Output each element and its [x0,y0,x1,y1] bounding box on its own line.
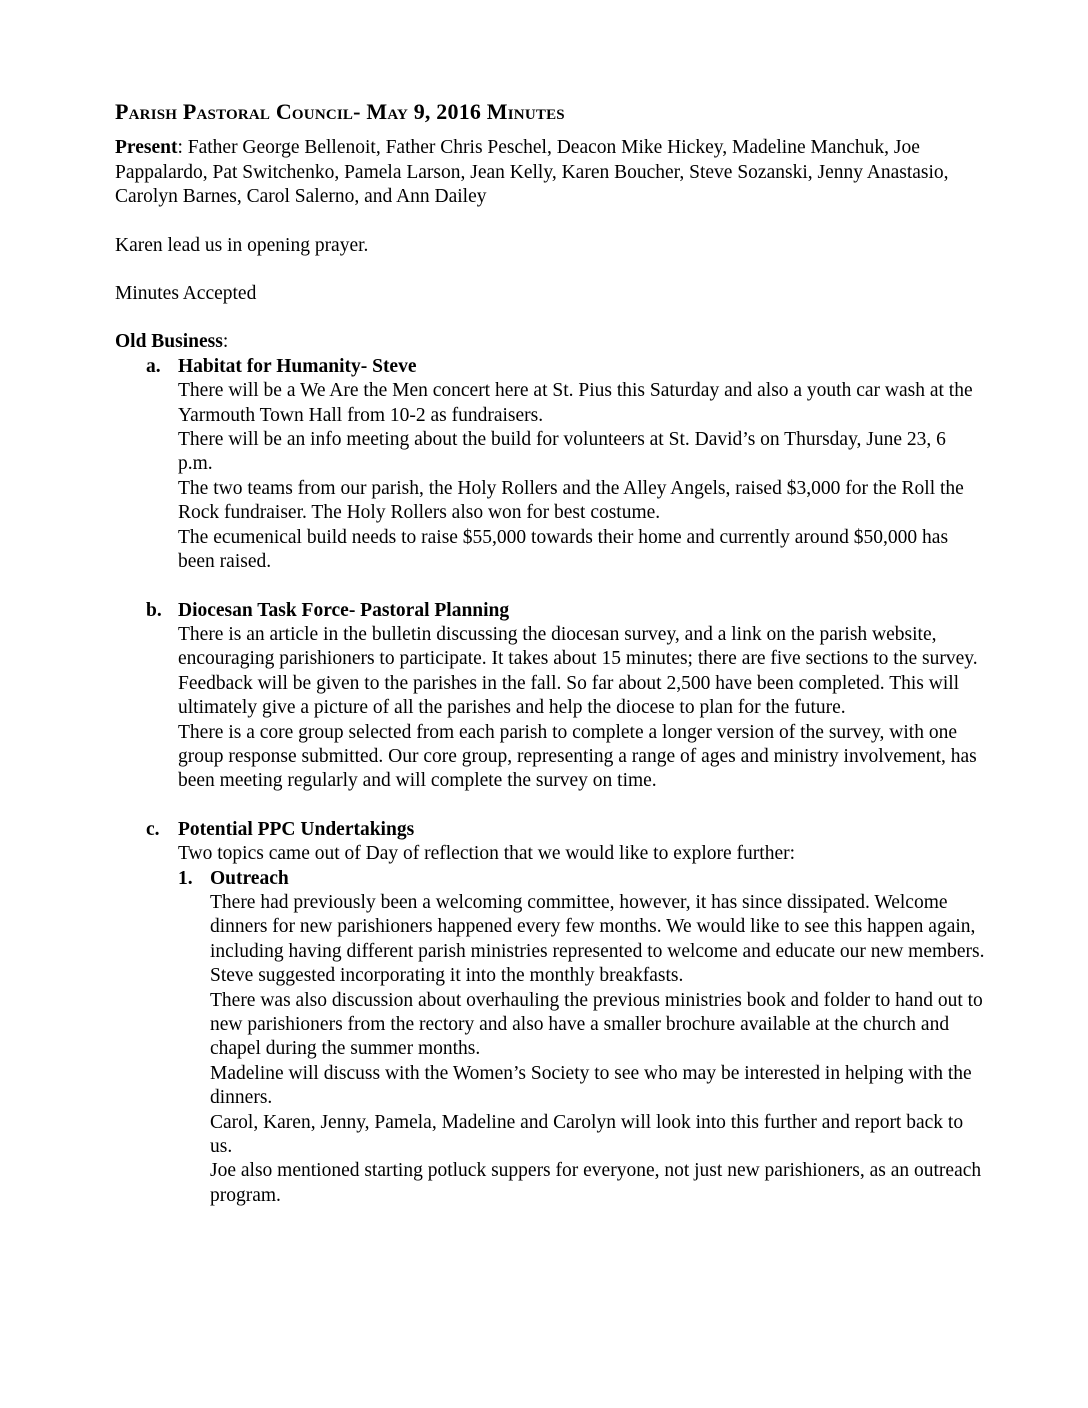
minutes-accepted-note: Minutes Accepted [115,283,257,305]
opening-prayer-note: Karen lead us in opening prayer. [115,234,369,256]
attendees-paragraph [115,136,985,209]
subsection-paragraph: There was also discussion about overhauling the previous ministries book and folder to hand out to new parishioners from the rectory and also have a smaller brochure available at the church and chapel during the summer months. [210,989,983,1060]
attendees-list: : Father George Bellenoit, Father Chris Peschel, Deacon Mike Hickey, Madeline Manchuk, Joe Pappalardo, Pat Switchenko, Pamela Larson, Jean Kelly, Karen Boucher, Steve Sozanski, Jenny Anastasio, Carolyn Barnes, Carol Salerno, and Ann Dailey [115,137,949,208]
subsection-paragraph: Carol, Karen, Jenny, Pamela, Madeline and Carolyn will look into this further and report back to us. [210,1111,964,1158]
section-paragraph: There is a core group selected from each parish to complete a longer version of the survey, with one group response submitted. Our core group, representing a range of ages and ministry involvement, has been meeting regularly and will complete the survey on time. [178,721,977,792]
section-heading: Potential PPC Undertakings [178,818,415,840]
subsection-paragraph: Joe also mentioned starting potluck suppers for everyone, not just new parishioners, as an outreach program. [210,1160,982,1206]
section-letter: a. [146,355,161,377]
section-paragraph: There is an article in the bulletin discussing the diocesan survey, and a link on the parish website, encouraging parishioners to participate. It takes about 15 minutes; there are five sections to the survey. Feedback will be given to the parishes in the fall. So far about 2,500 have been completed. This will ultimately give a picture of all the parishes and help the diocese to plan for the future. [178,623,978,719]
subsection-heading: Outreach [210,867,289,889]
minutes-page [115,100,985,1208]
subsection-outreach [115,867,985,1209]
section-letter: c. [146,818,160,840]
section-paragraph: There will be a We Are the Men concert here at St. Pius this Saturday and also a youth car wash at the Yarmouth Town Hall from 10-2 as fundraisers. [178,380,973,426]
section-letter: b. [146,599,162,621]
section-ppc-undertakings [115,818,985,1209]
section-heading: Habitat for Humanity- Steve [178,355,417,377]
section-paragraph: There will be an info meeting about the build for volunteers at St. David’s on Thursday, June 23, 6 p.m. [178,429,946,475]
section-paragraph: The ecumenical build needs to raise $55,000 towards their home and currently around $50,000 has been raised. [178,526,949,573]
subsection-paragraph: Madeline will discuss with the Women’s Society to see who may be interested in helping with the dinners. [210,1062,972,1109]
section-habitat [115,355,985,575]
subsection-number: 1. [178,867,193,889]
old-business-label: Old Business [115,331,223,353]
section-intro: Two topics came out of Day of reflection that we would like to explore further: [178,843,796,865]
subsection-paragraph: There had previously been a welcoming committee, however, it has since dissipated. Welcome dinners for new parishioners happened every few months. We would like to see this happen again, including having different parish ministries represented to welcome and educate our new members. Steve suggested incorporating it into the monthly breakfasts. [210,891,985,987]
page-title: Parish Pastoral Council- May 9, 2016 Minutes [115,99,565,124]
old-business-heading [115,330,985,354]
section-heading: Diocesan Task Force- Pastoral Planning [178,599,510,621]
section-paragraph: The two teams from our parish, the Holy Rollers and the Alley Angels, raised $3,000 for the Roll the Rock fundraiser. The Holy Rollers also won for best costume. [178,477,964,524]
present-label: Present [115,137,178,159]
section-diocesan-task-force [115,599,985,794]
old-business-colon: : [222,331,229,353]
